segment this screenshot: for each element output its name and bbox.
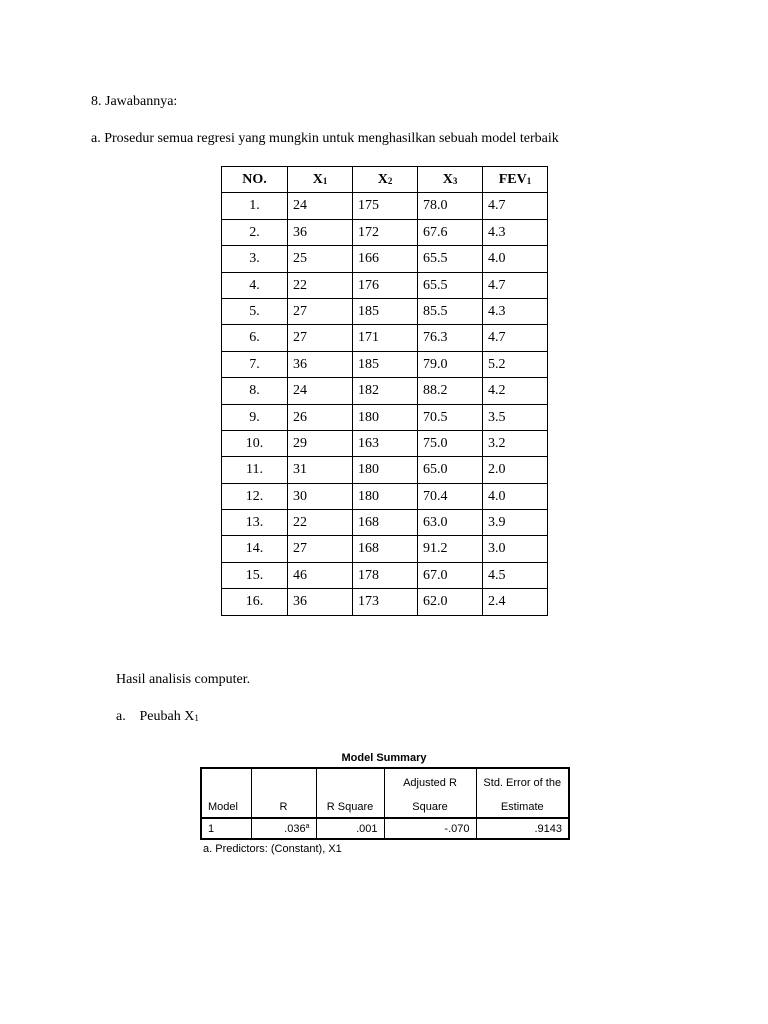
table-cell: 185	[353, 298, 418, 324]
intro-text: a. Prosedur semua regresi yang mungkin untuk menghasilkan sebuah model terbaik	[91, 131, 559, 146]
model-summary-table	[200, 767, 570, 840]
table-cell: 2.4	[483, 589, 548, 615]
ms-header-r-square: R Square	[316, 768, 384, 818]
section-heading: 8. Jawabannya:	[91, 94, 178, 109]
table-cell: 85.5	[418, 298, 483, 324]
table-cell: 24	[288, 193, 353, 219]
variable-heading: a. Peubah $X_1$	[116, 709, 199, 724]
table-cell: 31	[288, 457, 353, 483]
table-row	[222, 378, 548, 404]
table-row	[222, 404, 548, 430]
table-cell: 67.6	[418, 219, 483, 245]
table-cell: 4.0	[483, 246, 548, 272]
table-cell: 30	[288, 483, 353, 509]
table-cell: 3.0	[483, 536, 548, 562]
table-cell: 16.	[222, 589, 288, 615]
table-cell: 36	[288, 351, 353, 377]
table-cell: 65.0	[418, 457, 483, 483]
table-cell: 25	[288, 246, 353, 272]
table-cell: 3.5	[483, 404, 548, 430]
table-cell: 172	[353, 219, 418, 245]
table-cell: 79.0	[418, 351, 483, 377]
variable-heading-label: a.	[116, 709, 126, 724]
table-cell: 65.5	[418, 246, 483, 272]
table-cell: 163	[353, 430, 418, 456]
ms-model: 1	[208, 822, 215, 835]
ms-header-adjusted-r-square: Adjusted R Square	[384, 768, 476, 818]
model-summary-header-row	[201, 768, 569, 818]
table-cell: 4.	[222, 272, 288, 298]
table-cell: 178	[353, 562, 418, 588]
table-cell: 70.4	[418, 483, 483, 509]
table-row	[222, 325, 548, 351]
table-cell: 4.0	[483, 483, 548, 509]
header-x1: $X_1$	[288, 167, 353, 193]
table-row	[222, 298, 548, 324]
table-row	[222, 510, 548, 536]
table-cell: 10.	[222, 430, 288, 456]
table-row	[222, 430, 548, 456]
table-cell: 76.3	[418, 325, 483, 351]
table-cell: 27	[288, 298, 353, 324]
table-cell: 6.	[222, 325, 288, 351]
table-cell: 180	[353, 483, 418, 509]
table-row	[222, 272, 548, 298]
table-cell: 11.	[222, 457, 288, 483]
table-cell: 4.7	[483, 193, 548, 219]
table-cell: 29	[288, 430, 353, 456]
table-cell: 65.5	[418, 272, 483, 298]
table-cell: 4.3	[483, 298, 548, 324]
model-summary-footnote: a. Predictors: (Constant), X1	[203, 843, 342, 855]
table-cell: 27	[288, 325, 353, 351]
table-cell: 182	[353, 378, 418, 404]
table-cell: 24	[288, 378, 353, 404]
table-cell: 171	[353, 325, 418, 351]
table-cell: 3.	[222, 246, 288, 272]
ms-std-error: .9143	[476, 818, 569, 839]
table-cell: 1.	[222, 193, 288, 219]
model-summary-row	[201, 818, 569, 839]
header-x2: $X_2$	[353, 167, 418, 193]
table-cell: 12.	[222, 483, 288, 509]
table-cell: 5.2	[483, 351, 548, 377]
table-cell: 180	[353, 404, 418, 430]
table-cell: 4.7	[483, 325, 548, 351]
header-x3: $X_3$	[418, 167, 483, 193]
table-cell: 78.0	[418, 193, 483, 219]
table-cell: 3.9	[483, 510, 548, 536]
table-cell: 27	[288, 536, 353, 562]
table-cell: 88.2	[418, 378, 483, 404]
table-row	[222, 193, 548, 219]
table-cell: 70.5	[418, 404, 483, 430]
table-cell: 9.	[222, 404, 288, 430]
table-cell: 8.	[222, 378, 288, 404]
table-cell: 185	[353, 351, 418, 377]
ms-adj-r-square: -.070	[384, 818, 476, 839]
table-cell: 175	[353, 193, 418, 219]
table-cell: 46	[288, 562, 353, 588]
table-cell: 75.0	[418, 430, 483, 456]
table-cell: 5.	[222, 298, 288, 324]
table-cell: 36	[288, 219, 353, 245]
table-cell: 36	[288, 589, 353, 615]
table-row	[222, 457, 548, 483]
table-cell: 14.	[222, 536, 288, 562]
table-cell: 2.	[222, 219, 288, 245]
model-summary-title: Model Summary	[341, 752, 427, 764]
table-cell: 7.	[222, 351, 288, 377]
table-row	[222, 219, 548, 245]
table-header-row	[222, 167, 548, 193]
table-cell: 22	[288, 272, 353, 298]
table-cell: 180	[353, 457, 418, 483]
table-cell: 15.	[222, 562, 288, 588]
table-cell: 4.3	[483, 219, 548, 245]
table-cell: 63.0	[418, 510, 483, 536]
table-cell: 67.0	[418, 562, 483, 588]
table-row	[222, 536, 548, 562]
header-fev1: $FEV_1$	[483, 167, 548, 193]
table-row	[222, 483, 548, 509]
ms-header-model: Model	[201, 768, 251, 818]
table-cell: 173	[353, 589, 418, 615]
table-cell: 26	[288, 404, 353, 430]
variable-heading-text: Peubah X	[139, 709, 195, 724]
table-cell: 22	[288, 510, 353, 536]
header-no: NO.	[222, 167, 288, 193]
table-cell: 13.	[222, 510, 288, 536]
table-cell: 176	[353, 272, 418, 298]
analysis-heading: Hasil analisis computer.	[116, 672, 251, 687]
ms-header-std-error: Std. Error of the Estimate	[476, 768, 569, 818]
table-cell: 4.7	[483, 272, 548, 298]
table-cell: 4.5	[483, 562, 548, 588]
data-table	[221, 166, 548, 616]
table-row	[222, 351, 548, 377]
ms-header-r: R	[251, 768, 316, 818]
table-cell: 168	[353, 510, 418, 536]
ms-r: .036$^a$	[251, 818, 316, 839]
table-cell: 62.0	[418, 589, 483, 615]
table-row	[222, 562, 548, 588]
table-cell: 91.2	[418, 536, 483, 562]
table-row	[222, 246, 548, 272]
table-cell: 4.2	[483, 378, 548, 404]
ms-r-square: .001	[316, 818, 384, 839]
table-row	[222, 589, 548, 615]
table-cell: 3.2	[483, 430, 548, 456]
table-cell: 2.0	[483, 457, 548, 483]
table-cell: 168	[353, 536, 418, 562]
table-cell: 166	[353, 246, 418, 272]
